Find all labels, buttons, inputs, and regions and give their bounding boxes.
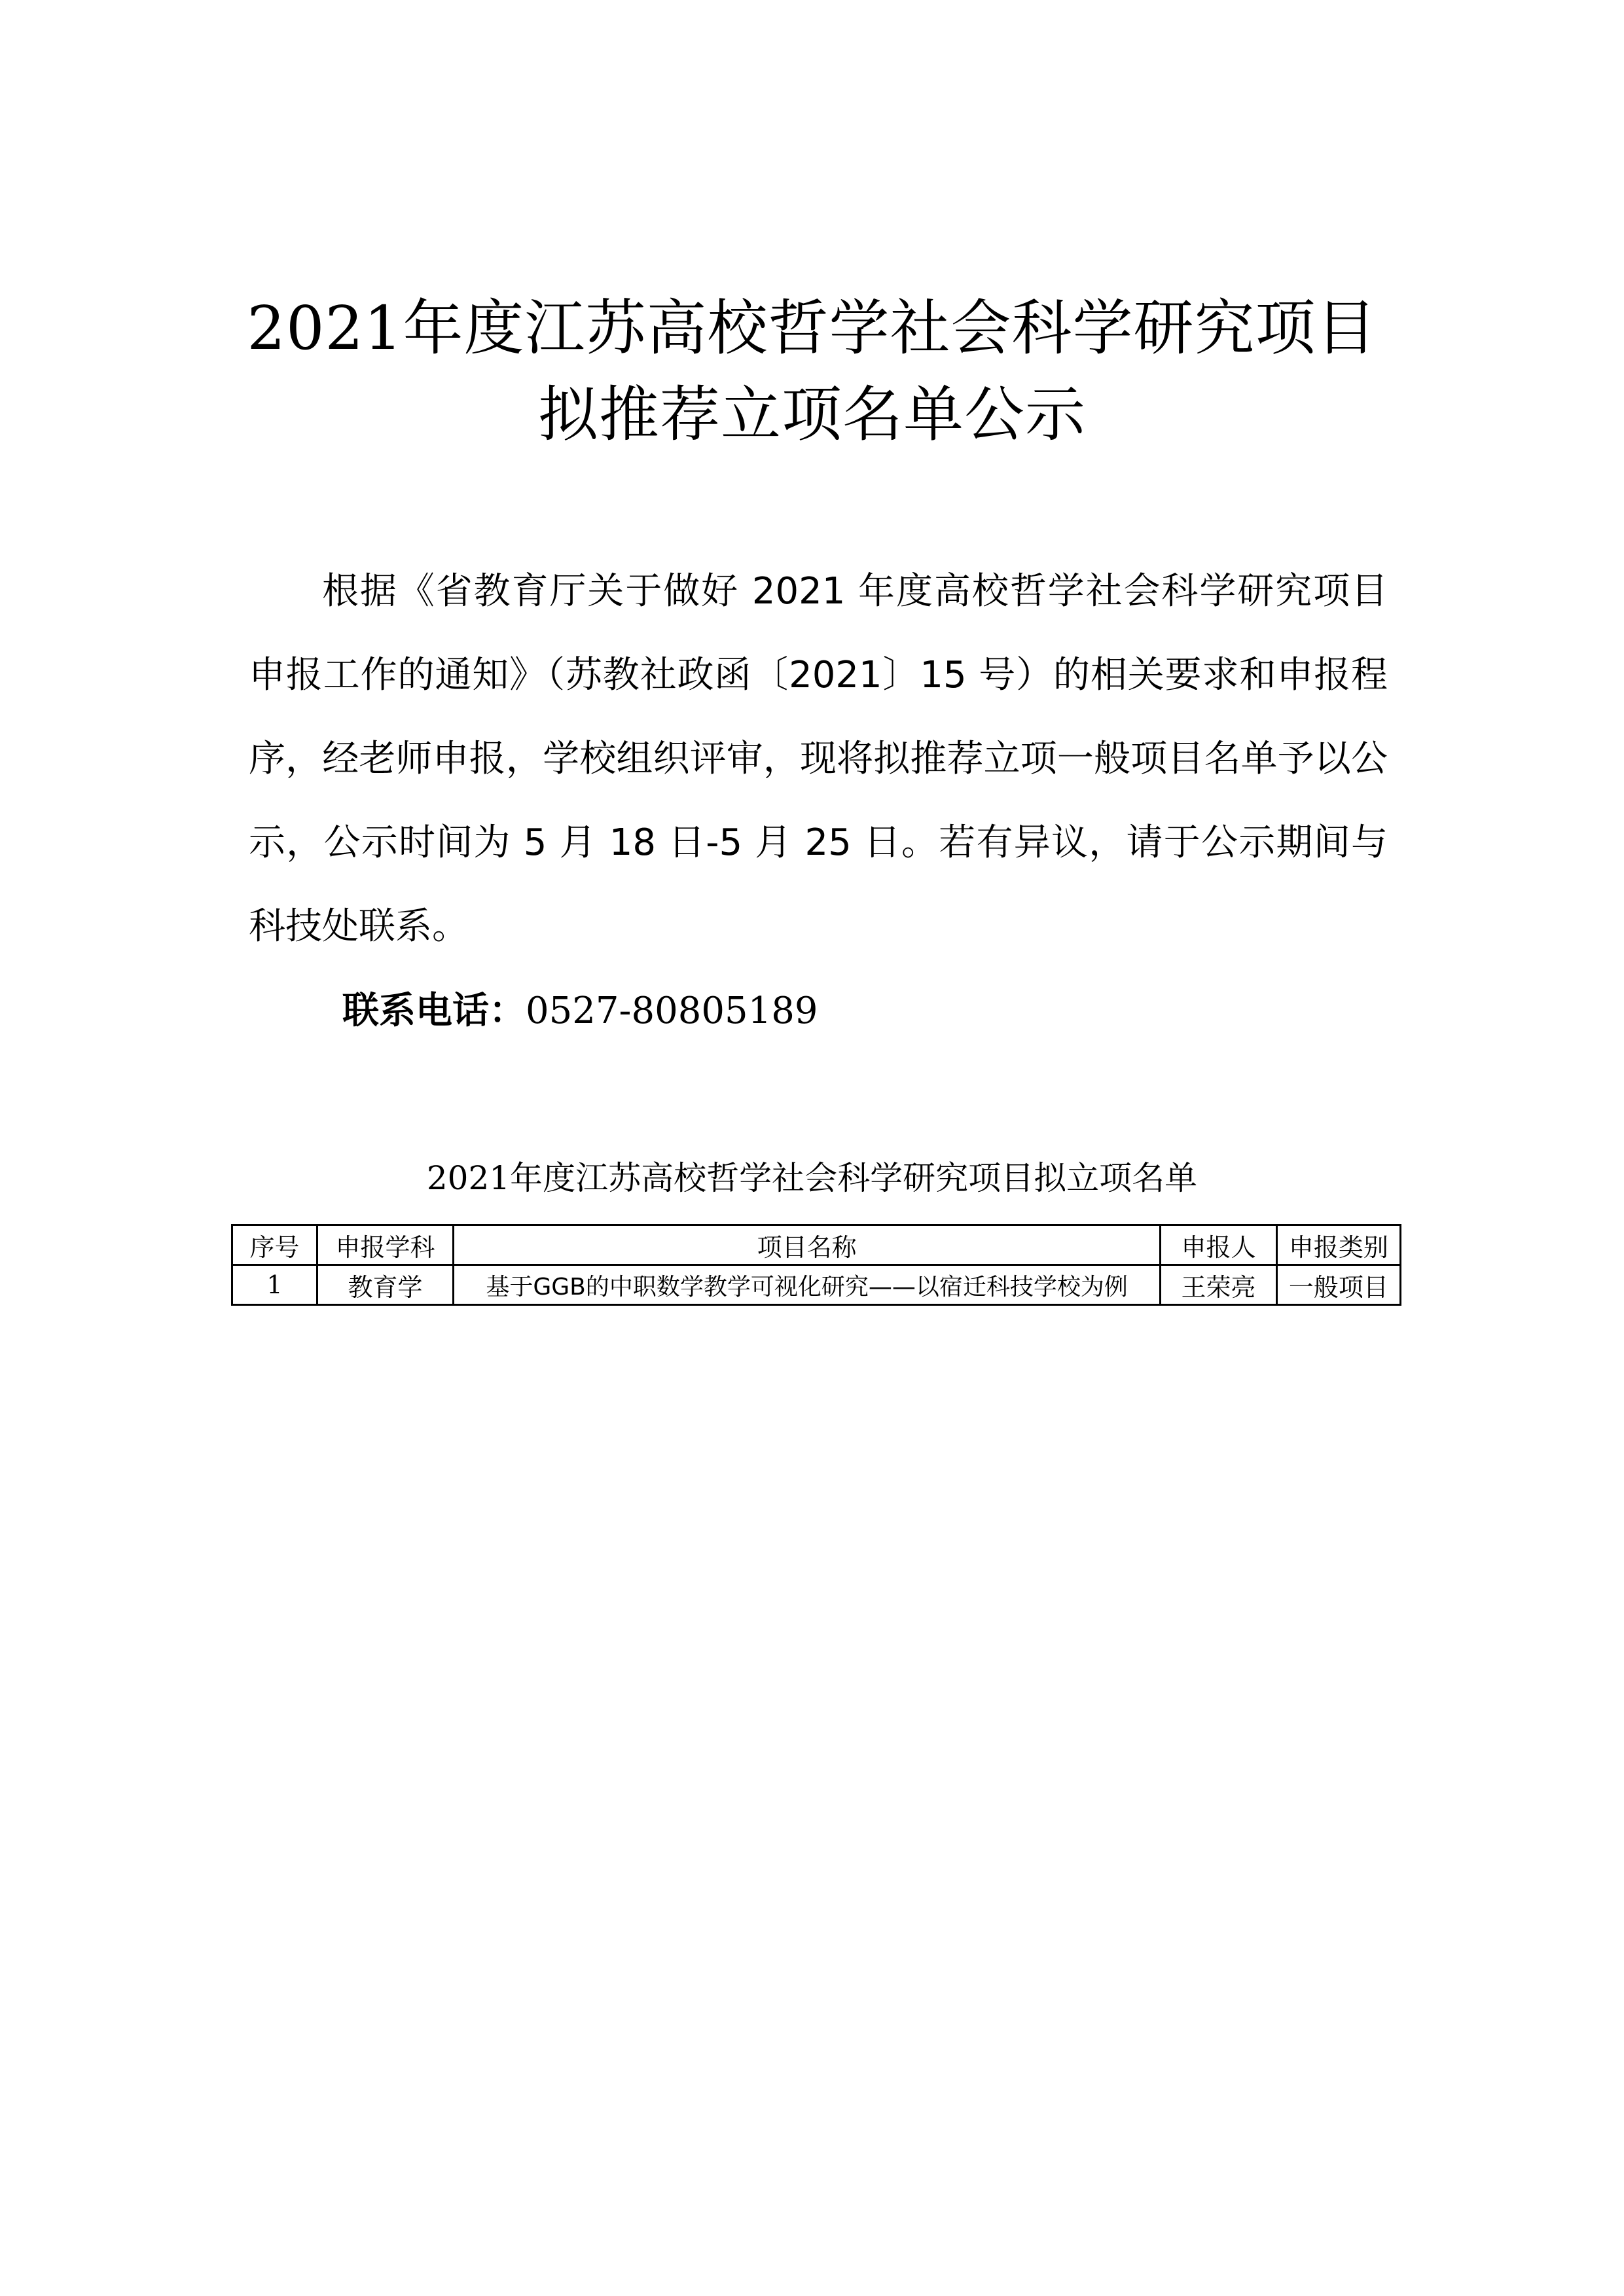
header-cell-serial: 序号 bbox=[232, 1225, 317, 1265]
notice-paragraph: 根据《省教育厅关于做好 2021 年度高校哲学社会科学研究项目申报工作的通知》（苏教社政函〔2021〕15 号）的相关要求和申报程序，经老师申报，学校组织评审，现将拟推荐立项一般项目名单予以公示，公示时间为 5 月 18 日-5 月 25 日。若有异议，请于公示期间与科技处联系。 bbox=[249, 570, 1388, 948]
table-header-row bbox=[232, 1225, 1401, 1265]
page-title-line-1: 2021年度江苏高校哲学社会科学研究项目 bbox=[247, 293, 1377, 363]
contact-phone bbox=[342, 985, 818, 1037]
contact-phone-label: 联系电话： bbox=[342, 990, 526, 1032]
cell-applicant: 王荣亮 bbox=[1161, 1265, 1276, 1305]
table-caption: 2021年度江苏高校哲学社会科学研究项目拟立项名单 bbox=[426, 1159, 1198, 1197]
table-row bbox=[232, 1265, 1401, 1305]
cell-serial: 1 bbox=[232, 1265, 317, 1305]
header-cell-project-name: 项目名称 bbox=[453, 1225, 1161, 1265]
page-title-line-2: 拟推荐立项名单公示 bbox=[537, 380, 1086, 450]
header-cell-subject: 申报学科 bbox=[317, 1225, 454, 1265]
header-cell-category: 申报类别 bbox=[1276, 1225, 1400, 1265]
cell-category: 一般项目 bbox=[1276, 1265, 1400, 1305]
contact-phone-number: 0527-80805189 bbox=[526, 990, 818, 1032]
project-list-table bbox=[231, 1224, 1401, 1306]
header-cell-applicant: 申报人 bbox=[1161, 1225, 1276, 1265]
cell-subject: 教育学 bbox=[317, 1265, 454, 1305]
cell-project-name: 基于GGB的中职数学教学可视化研究——以宿迁科技学校为例 bbox=[453, 1265, 1161, 1305]
